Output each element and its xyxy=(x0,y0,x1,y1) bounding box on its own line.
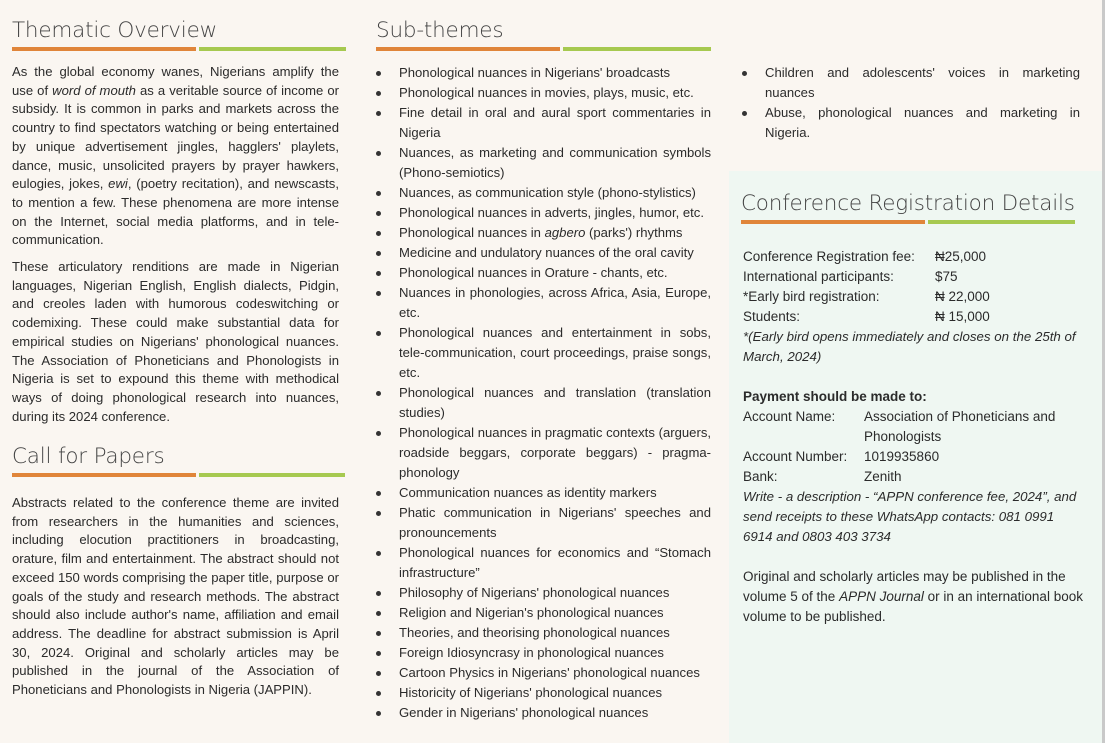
registration-section xyxy=(741,191,1075,224)
underline-green xyxy=(928,220,1075,224)
sub-theme-item: Abuse, phonological nuances and marketing in Nigeria. xyxy=(741,103,1080,143)
call-for-papers-body: Abstracts related to the conference theme are invited from researchers in the humanities and sciences, including elocution practitioners in broadcasting, orature, film and entertainment. The abstract should not exceed 150 words comprising the paper title, purpose or goals of the study and research methods. The abstract should also include author's name, affiliation and email address. The deadline for abstract submission is April 30, 2024. Original and scholarly articles may be published in the journal of the Association of Phoneticians and Phonologists in Nigeria (JAPPIN). xyxy=(12,495,339,698)
early-bird-note: *(Early bird opens immediately and closes on the 25th of March, 2024) xyxy=(743,329,1076,364)
sub-theme-item: Communication nuances as identity markers xyxy=(375,483,711,503)
heading-underline xyxy=(12,473,345,477)
payment-row-account-number: Account Number: 1019935860 xyxy=(743,449,940,464)
underline-orange xyxy=(376,47,560,51)
sub-theme-item: Nuances, as marketing and communication symbols (Phono-semiotics) xyxy=(375,143,711,183)
underline-orange xyxy=(741,220,925,224)
payment-heading: Payment should be made to: xyxy=(743,389,927,404)
thematic-overview-paragraph-2: These articulatory renditions are made in Nigerian languages, Nigerian English, English dialects, Pidgin, and creoles laden with humorous codeswitching or codemixing. These could make substantial data for empirical studies on Nigerians' phonological nuances. The Association of Phoneticians and Phonologists in Nigeria is set to expound this theme with methodical ways of doing phonological research into nuances, during its 2024 conference. xyxy=(12,259,339,424)
sub-theme-item: Theories, and theorising phonological nuances xyxy=(375,623,711,643)
sub-theme-item: Medicine and undulatory nuances of the oral cavity xyxy=(375,243,711,263)
fee-row-registration: Conference Registration fee: ₦25,000 xyxy=(743,249,987,264)
thematic-overview-paragraph-1: As the global economy wanes, Nigerians amplify the use of word of mouth as a veritable source of income or subsidy. It is common in parks and markets across the country to find spectators watching or being entertained by unique advertisement jingles, hagglers' playlets, dance, music, unsolicited prayers by prayer hawkers, eulogies, jokes, ewi, (poetry recitation), and newscasts, to mention a few. These phenomena are more intense on the Internet, social media platforms, and in tele-communication. xyxy=(12,64,340,248)
sub-themes-section xyxy=(376,18,711,51)
sub-theme-item: Phonological nuances for economics and “Stomach infrastructure” xyxy=(375,543,711,583)
payment-row-bank: Bank: Zenith xyxy=(743,469,902,484)
registration-fees xyxy=(743,247,1083,367)
emphasis-word-of-mouth: word of mouth xyxy=(52,82,136,98)
fee-row-students: Students: ₦ 15,000 xyxy=(743,309,990,324)
underline-orange xyxy=(12,473,196,477)
underline-green xyxy=(199,473,345,477)
sub-theme-item: Phonological nuances and entertainment in sobs, tele-communication, court proceedings, praise songs, etc. xyxy=(375,323,711,383)
sub-theme-item: Children and adolescents' voices in marketing nuances xyxy=(741,63,1080,103)
sub-theme-item: Gender in Nigerians' phonological nuances xyxy=(375,703,711,723)
underline-orange xyxy=(12,47,196,51)
sub-theme-item: Nuances in phonologies, across Africa, Asia, Europe, etc. xyxy=(375,283,711,323)
sub-theme-item: Foreign Idiosyncrasy in phonological nuances xyxy=(375,643,711,663)
payment-details xyxy=(743,387,1083,547)
payment-instructions: Write - a description - “APPN conference fee, 2024”, and send receipts to these WhatsApp contacts: 081 0991 6914 and 0803 403 3734 xyxy=(743,489,1077,544)
payment-row-account-name: Account Name: Association of Phoneticians and Phonologists xyxy=(743,409,1056,444)
thematic-overview-section xyxy=(12,18,346,51)
heading-underline xyxy=(376,47,711,51)
call-for-papers-heading: Call for Papers xyxy=(12,444,165,469)
sub-theme-item: Nuances, as communication style (phono-stylistics) xyxy=(375,183,711,203)
sub-theme-item: Phonological nuances in adverts, jingles, humor, etc. xyxy=(375,203,711,223)
sub-theme-item: Phonological nuances in Nigerians' broadcasts xyxy=(375,63,711,83)
fee-row-international: International participants: $75 xyxy=(743,269,958,284)
registration-heading: Conference Registration Details xyxy=(741,191,1075,216)
sub-theme-item: Phonological nuances and translation (translation studies) xyxy=(375,383,711,423)
journal-name: APPN Journal xyxy=(839,589,924,604)
sub-theme-item: Philosophy of Nigerians' phonological nuances xyxy=(375,583,711,603)
sub-theme-item: Fine detail in oral and aural sport commentaries in Nigeria xyxy=(375,103,711,143)
heading-underline xyxy=(12,47,346,51)
call-for-papers-section xyxy=(12,444,345,477)
thematic-overview-heading: Thematic Overview xyxy=(12,18,217,43)
sub-theme-item: Historicity of Nigerians' phonological nuances xyxy=(375,683,711,703)
underline-green xyxy=(199,47,346,51)
fee-row-early-bird: *Early bird registration: ₦ 22,000 xyxy=(743,289,990,304)
sub-theme-item: Phonological nuances in Orature - chants, etc. xyxy=(375,263,711,283)
sub-theme-item: Phonological nuances in pragmatic contexts (arguers, roadside beggars, corporate beggars) - pragma-phonology xyxy=(375,423,711,483)
sub-themes-heading: Sub-themes xyxy=(376,18,504,43)
sub-theme-item: Phatic communication in Nigerians' speeches and pronouncements xyxy=(375,503,711,543)
sub-themes-list xyxy=(375,63,711,723)
sub-theme-item: Phonological nuances in movies, plays, music, etc. xyxy=(375,83,711,103)
sub-theme-item: Cartoon Physics in Nigerians' phonological nuances xyxy=(375,663,711,683)
sub-theme-item: Phonological nuances in agbero (parks') rhythms xyxy=(375,223,711,243)
heading-underline xyxy=(741,220,1075,224)
sub-themes-list-continued xyxy=(741,63,1080,143)
underline-green xyxy=(563,47,711,51)
emphasis-agbero: agbero xyxy=(544,225,586,240)
publication-note: Original and scholarly articles may be published in the volume 5 of the APPN Journal or in an international book volume to be published. xyxy=(743,569,1083,624)
sub-theme-item: Religion and Nigerian's phonological nuances xyxy=(375,603,711,623)
emphasis-ewi: ewi xyxy=(108,176,128,192)
